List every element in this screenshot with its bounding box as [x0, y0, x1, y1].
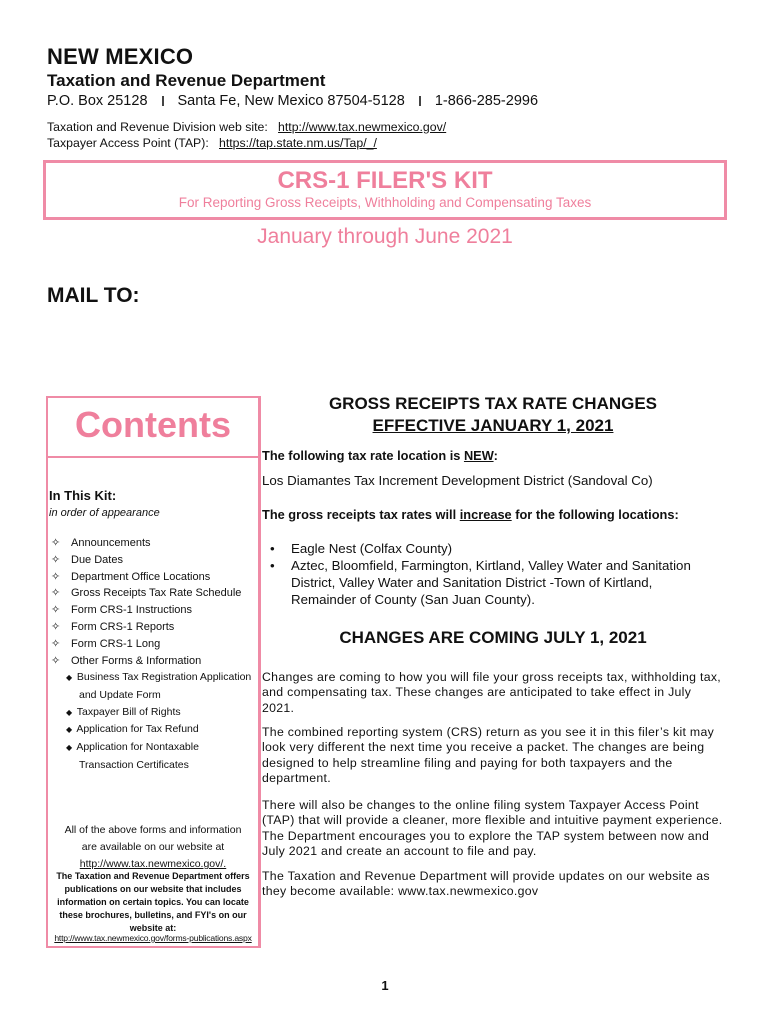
- star-bullet-icon: ✧: [51, 553, 61, 566]
- tap-line: [47, 136, 377, 150]
- tap-label: Taxpayer Access Point (TAP):: [47, 136, 209, 150]
- list-item: ✧ Form CRS-1 Instructions: [51, 602, 241, 619]
- separator: [162, 96, 164, 106]
- website-line: [47, 120, 446, 134]
- department-title: Taxation and Revenue Department: [47, 71, 326, 90]
- web-link[interactable]: http://www.tax.newmexico.gov/: [278, 120, 447, 134]
- contents-title: Contents: [75, 404, 231, 445]
- web-label: Taxation and Revenue Division web site:: [47, 120, 268, 134]
- star-bullet-icon: ✧: [51, 654, 61, 667]
- list-item: ✧ Gross Receipts Tax Rate Schedule: [51, 585, 241, 602]
- changes-paragraph-1: Changes are coming to how you will file your gross receipts tax, withholding tax, and compensating tax. These changes are anticipated to take effect in July 2021.: [262, 670, 722, 715]
- kit-subtitle: For Reporting Gross Receipts, Withholding and Compensating Taxes: [178, 195, 592, 210]
- address-line: [47, 93, 538, 109]
- kit-period: January through June 2021: [257, 225, 513, 248]
- list-item: • Eagle Nest (Colfax County): [270, 541, 453, 556]
- state-title: NEW MEXICO: [47, 44, 194, 69]
- star-bullet-icon: ✧: [51, 620, 61, 633]
- contents-sidebar: [46, 396, 261, 948]
- changes-heading: CHANGES ARE COMING JULY 1, 2021: [339, 628, 647, 647]
- rate-changes-heading: GROSS RECEIPTS TAX RATE CHANGES: [328, 394, 658, 413]
- list-item: ✧ Announcements: [51, 535, 241, 552]
- tap-link[interactable]: https://tap.state.nm.us/Tap/_/: [219, 136, 377, 150]
- in-this-kit-heading: In This Kit:: [49, 488, 117, 503]
- increase-lead: The gross receipts tax rates will increase for the following locations:: [262, 507, 679, 522]
- list-item: ✧ Other Forms & Information: [51, 653, 241, 670]
- list-item: ✧ Due Dates: [51, 552, 241, 569]
- kit-title-box: [43, 160, 727, 220]
- diamond-bullet-icon: ◆: [66, 673, 73, 682]
- divider: [48, 456, 258, 458]
- rate-changes-effective: EFFECTIVE JANUARY 1, 2021: [372, 416, 614, 435]
- bullet-icon: •: [270, 541, 275, 556]
- page-number: 1: [381, 978, 389, 993]
- star-bullet-icon: ✧: [51, 570, 61, 583]
- forms-availability-note: All of the above forms and information are available on our website at http://www.tax.newmexico.gov/.: [48, 822, 258, 873]
- new-location-lead: The following tax rate location is NEW:: [262, 448, 498, 463]
- list-item: and Update Form: [79, 688, 161, 701]
- changes-paragraph-3: There will also be changes to the online filing system Taxpayer Access Point (TAP) that will provide a cleaner, more flexible and intuitive payment experience. The Department encourages you to explore the TAP system between now and July 2021 and create an account to file and pay.: [262, 798, 723, 858]
- list-item: • Aztec, Bloomfield, Farmington, Kirtland, Valley Water and Sanitation District, Valley Water and Sanitation District -Town of Kirtland, Remainder of County (San Juan County).: [270, 558, 691, 607]
- list-item: ◆ Application for Tax Refund: [66, 721, 251, 739]
- website-link[interactable]: http://www.tax.newmexico.gov/.: [79, 858, 227, 870]
- diamond-bullet-icon: ◆: [66, 725, 73, 735]
- star-bullet-icon: ✧: [51, 637, 61, 650]
- new-location: Los Diamantes Tax Increment Development District (Sandoval Co): [262, 473, 653, 488]
- po-box: P.O. Box 25128: [47, 93, 148, 109]
- diamond-bullet-icon: ◆: [66, 707, 73, 717]
- diamond-bullet-icon: ◆: [66, 743, 73, 753]
- list-item: ✧ Form CRS-1 Long: [51, 636, 241, 653]
- changes-paragraph-4: The Taxation and Revenue Department will provide updates on our website as they become available: www.tax.newmexico.gov: [262, 869, 710, 899]
- list-item: Transaction Certificates: [79, 758, 189, 771]
- publications-link[interactable]: http://www.tax.newmexico.gov/forms-publications.aspx: [54, 933, 252, 943]
- star-bullet-icon: ✧: [51, 604, 61, 617]
- list-item: ◆ Taxpayer Bill of Rights: [66, 704, 251, 722]
- contents-sublist: [66, 669, 251, 774]
- changes-paragraph-2: The combined reporting system (CRS) return as you see it in this filer’s kit may look very different the next time you receive a packet. The changes are being designed to help streamline filing and paying for both taxpayers and the department.: [262, 725, 715, 785]
- kit-title: CRS-1 FILER'S KIT: [277, 167, 493, 194]
- list-item: ✧ Form CRS-1 Reports: [51, 619, 241, 636]
- list-item: ✧ Department Office Locations: [51, 569, 241, 586]
- contents-list: [51, 535, 241, 669]
- star-bullet-icon: ✧: [51, 537, 61, 549]
- order-note: in order of appearance: [49, 507, 160, 519]
- list-item: ◆ Business Tax Registration Application: [66, 669, 251, 687]
- mail-to-label: MAIL TO:: [47, 284, 140, 307]
- phone: 1-866-285-2996: [434, 93, 539, 109]
- star-bullet-icon: ✧: [51, 587, 61, 600]
- increase-locations-list: [270, 540, 720, 608]
- list-item: ◆ Application for Nontaxable: [66, 739, 251, 757]
- city: Santa Fe, New Mexico 87504-5128: [177, 93, 405, 109]
- separator: [419, 96, 421, 106]
- bullet-icon: •: [270, 558, 275, 573]
- publications-note: The Taxation and Revenue Department offers publications on our website that includes information on certain topics. You can locate these brochures, bulletins, and FYI's on our website at:: [56, 871, 250, 933]
